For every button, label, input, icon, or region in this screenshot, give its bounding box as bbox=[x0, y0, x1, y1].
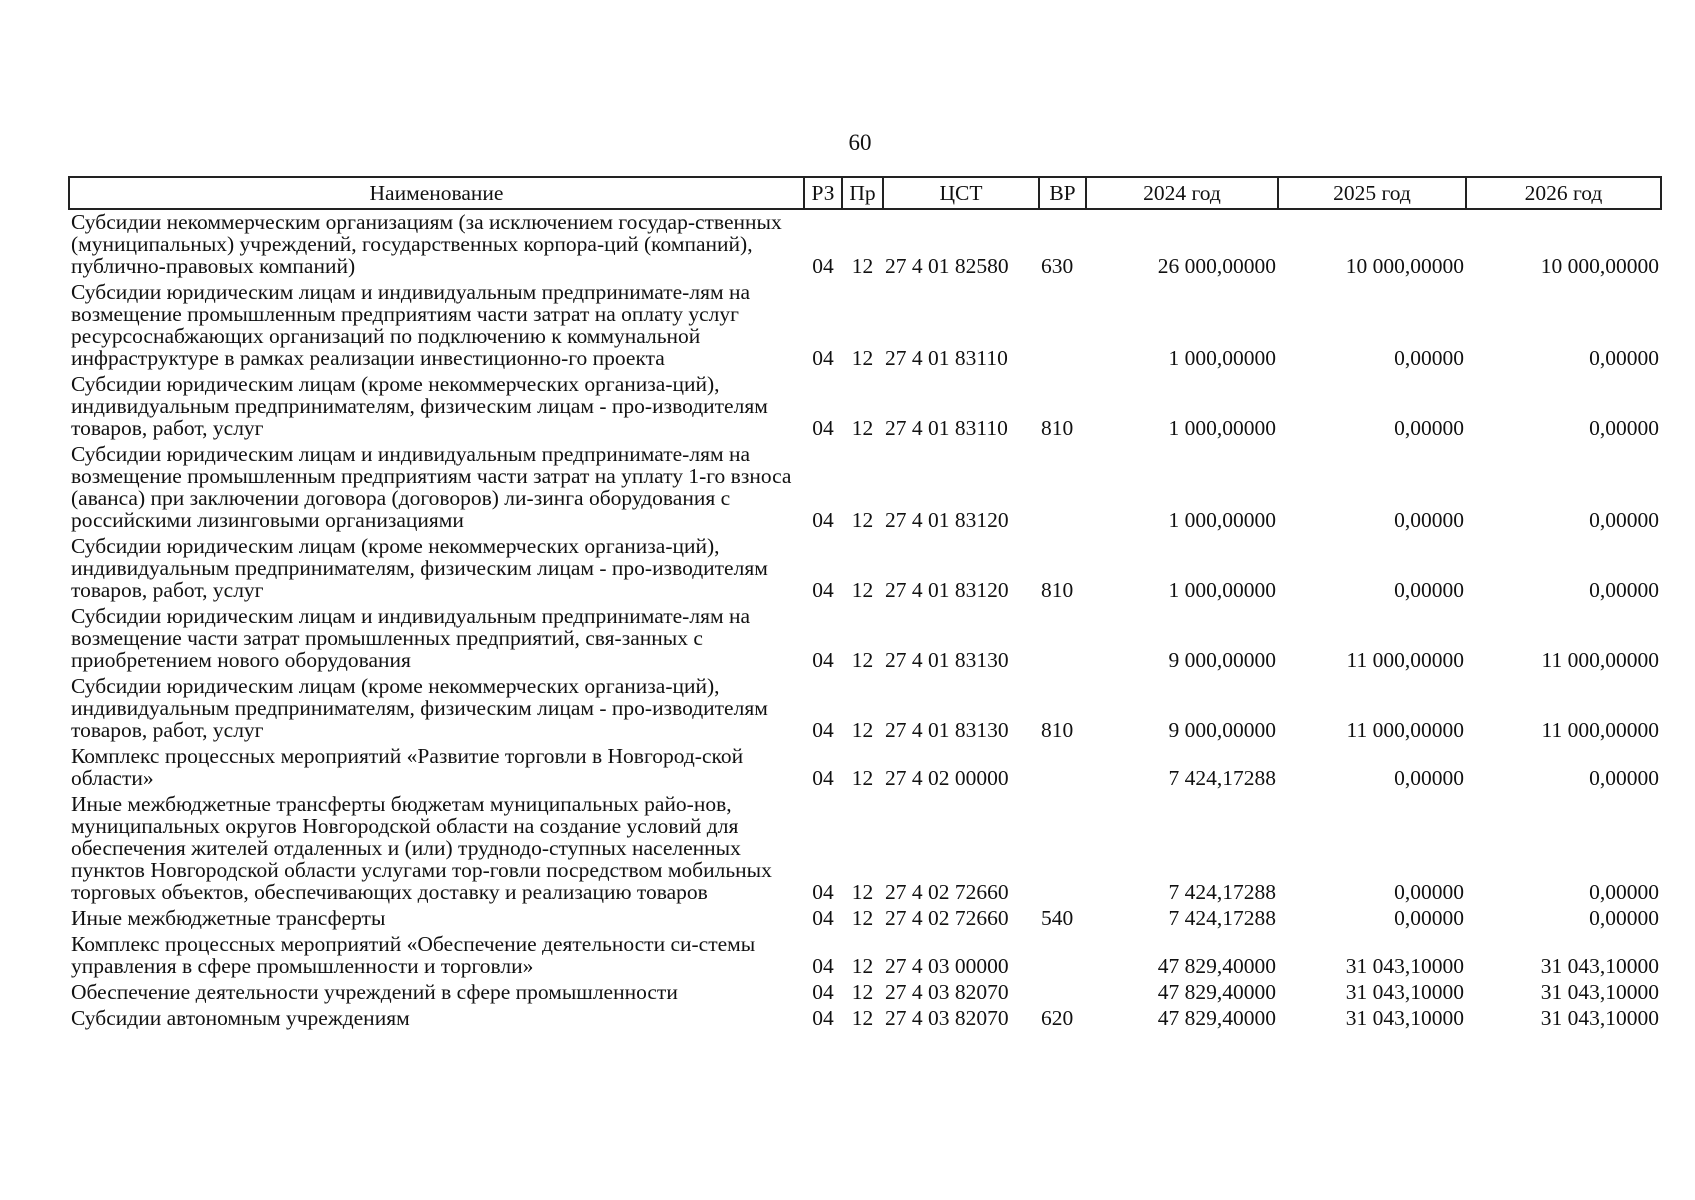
row-2024: 9 000,00000 bbox=[1168, 648, 1276, 672]
row-pr: 12 bbox=[851, 648, 874, 672]
row-pr: 12 bbox=[851, 880, 874, 904]
row-cst: 27 4 03 82070 bbox=[885, 980, 1009, 1004]
row-name: Субсидии юридическим лицам (кроме некоммерческих организа-ций), индивидуальным предпринимателям, физическим лицам - про-изводителям товаров, работ, услуг bbox=[71, 674, 768, 742]
row-name: Комплекс процессных мероприятий «Обеспечение деятельности си-стемы управления в сфере промышленности и торговли» bbox=[71, 932, 756, 978]
row-name: Иные межбюджетные трансферты bbox=[71, 906, 386, 930]
row-cst: 27 4 02 72660 bbox=[885, 906, 1009, 930]
row-2024: 9 000,00000 bbox=[1168, 718, 1276, 742]
row-rz: 04 bbox=[812, 880, 834, 904]
row-2026: 31 043,10000 bbox=[1540, 1006, 1659, 1030]
header-name: Наименование bbox=[69, 177, 804, 209]
row-cst: 27 4 01 83110 bbox=[885, 346, 1008, 370]
budget-table bbox=[68, 176, 1662, 1032]
row-name: Комплекс процессных мероприятий «Развитие торговли в Новгород-ской области» bbox=[71, 744, 744, 790]
row-2026: 0,00000 bbox=[1589, 880, 1659, 904]
row-2024: 1 000,00000 bbox=[1168, 346, 1276, 370]
row-2024: 1 000,00000 bbox=[1168, 416, 1276, 440]
row-2025: 0,00000 bbox=[1394, 906, 1464, 930]
row-vr: 630 bbox=[1041, 254, 1074, 278]
row-vr bbox=[1039, 604, 1086, 674]
row-name: Субсидии юридическим лицам и индивидуальным предпринимате-лям на возмещение части затрат промышленных предприятий, свя-занных с приобретением нового оборудования bbox=[71, 604, 750, 672]
row-rz: 04 bbox=[812, 508, 834, 532]
row-2025: 0,00000 bbox=[1394, 880, 1464, 904]
row-cst: 27 4 02 72660 bbox=[885, 880, 1009, 904]
row-pr: 12 bbox=[851, 954, 874, 978]
row-cst: 27 4 03 82070 bbox=[885, 1006, 1009, 1030]
row-vr bbox=[1039, 442, 1086, 534]
row-rz: 04 bbox=[812, 906, 834, 930]
row-2026: 0,00000 bbox=[1589, 578, 1659, 602]
row-rz: 04 bbox=[812, 416, 834, 440]
table-row bbox=[69, 1006, 1661, 1032]
row-2025: 31 043,10000 bbox=[1345, 954, 1464, 978]
row-2026: 11 000,00000 bbox=[1541, 648, 1659, 672]
row-cst: 27 4 01 83130 bbox=[885, 718, 1009, 742]
table-row bbox=[69, 534, 1661, 604]
row-name: Субсидии юридическим лицам (кроме некоммерческих организа-ций), индивидуальным предпринимателям, физическим лицам - про-изводителям товаров, работ, услуг bbox=[71, 372, 768, 440]
row-pr: 12 bbox=[851, 508, 874, 532]
row-2026: 10 000,00000 bbox=[1540, 254, 1659, 278]
row-name: Субсидии юридическим лицам и индивидуальным предпринимате-лям на возмещение промышленным предприятиям части затрат на уплату 1-го взноса (аванса) при заключении договора (договоров) ли-зинга оборудования с российскими лизинговыми организациями bbox=[71, 442, 792, 532]
row-2024: 26 000,00000 bbox=[1157, 254, 1276, 278]
row-pr: 12 bbox=[851, 346, 874, 370]
row-rz: 04 bbox=[812, 718, 834, 742]
row-rz: 04 bbox=[812, 766, 834, 790]
row-vr: 540 bbox=[1041, 906, 1074, 930]
table-row bbox=[69, 932, 1661, 980]
row-vr: 810 bbox=[1041, 416, 1074, 440]
row-2024: 1 000,00000 bbox=[1168, 508, 1276, 532]
row-pr: 12 bbox=[851, 766, 874, 790]
row-2025: 0,00000 bbox=[1394, 346, 1464, 370]
row-vr bbox=[1039, 280, 1086, 372]
row-vr bbox=[1039, 792, 1086, 906]
row-2024: 1 000,00000 bbox=[1168, 578, 1276, 602]
row-pr: 12 bbox=[851, 578, 874, 602]
row-2026: 31 043,10000 bbox=[1540, 954, 1659, 978]
row-2025: 0,00000 bbox=[1394, 766, 1464, 790]
table-row bbox=[69, 372, 1661, 442]
table-body bbox=[69, 209, 1661, 1032]
row-cst: 27 4 02 00000 bbox=[885, 766, 1009, 790]
row-2026: 0,00000 bbox=[1589, 906, 1659, 930]
row-vr bbox=[1039, 980, 1086, 1006]
row-rz: 04 bbox=[812, 254, 834, 278]
table-row bbox=[69, 209, 1661, 280]
row-2024: 47 829,40000 bbox=[1157, 980, 1276, 1004]
row-2026: 11 000,00000 bbox=[1541, 718, 1659, 742]
row-pr: 12 bbox=[851, 254, 874, 278]
row-2025: 31 043,10000 bbox=[1345, 1006, 1464, 1030]
header-vr: ВР bbox=[1039, 177, 1086, 209]
row-2025: 11 000,00000 bbox=[1346, 648, 1464, 672]
table-row bbox=[69, 280, 1661, 372]
row-2025: 0,00000 bbox=[1394, 508, 1464, 532]
row-name: Иные межбюджетные трансферты бюджетам муниципальных райо-нов, муниципальных округов Новгородской области на создание условий для обеспечения жителей отдаленных и (или) труднодо-ступных населенных пунктов Новгородской области услугами тор-говли посредством мобильных торговых объектов, обеспечивающих доставку и реализацию товаров bbox=[71, 792, 772, 904]
row-rz: 04 bbox=[812, 346, 834, 370]
row-2026: 0,00000 bbox=[1589, 416, 1659, 440]
table-row bbox=[69, 980, 1661, 1006]
table-header-row bbox=[69, 177, 1661, 209]
row-2025: 10 000,00000 bbox=[1345, 254, 1464, 278]
header-cst: ЦСТ bbox=[883, 177, 1039, 209]
row-2025: 11 000,00000 bbox=[1346, 718, 1464, 742]
row-2026: 0,00000 bbox=[1589, 346, 1659, 370]
row-cst: 27 4 01 83120 bbox=[885, 508, 1009, 532]
row-pr: 12 bbox=[851, 980, 874, 1004]
row-2026: 31 043,10000 bbox=[1540, 980, 1659, 1004]
row-vr bbox=[1039, 932, 1086, 980]
row-rz: 04 bbox=[812, 648, 834, 672]
row-vr bbox=[1039, 744, 1086, 792]
row-name: Субсидии юридическим лицам и индивидуальным предпринимате-лям на возмещение промышленным предприятиям части затрат на оплату услуг ресурсоснабжающих организаций по подключению к коммунальной инфраструктуре в рамках реализации инвестиционно-го проекта bbox=[71, 280, 750, 370]
row-rz: 04 bbox=[812, 980, 834, 1004]
row-2024: 7 424,17288 bbox=[1168, 766, 1276, 790]
row-pr: 12 bbox=[851, 416, 874, 440]
row-name: Субсидии некоммерческим организациям (за исключением государ-ственных (муниципальных) учреждений, государственных корпора-ций (компаний), публично-правовых компаний) bbox=[71, 210, 782, 278]
row-pr: 12 bbox=[851, 1006, 874, 1030]
table-row bbox=[69, 604, 1661, 674]
table-row bbox=[69, 906, 1661, 932]
table-row bbox=[69, 744, 1661, 792]
page-number: 60 bbox=[848, 130, 872, 155]
row-rz: 04 bbox=[812, 954, 834, 978]
row-cst: 27 4 01 82580 bbox=[885, 254, 1009, 278]
row-cst: 27 4 01 83110 bbox=[885, 416, 1008, 440]
table-row bbox=[69, 442, 1661, 534]
row-cst: 27 4 01 83130 bbox=[885, 648, 1009, 672]
row-2025: 0,00000 bbox=[1394, 578, 1464, 602]
row-2026: 0,00000 bbox=[1589, 508, 1659, 532]
header-pr: Пр bbox=[842, 177, 883, 209]
row-2024: 7 424,17288 bbox=[1168, 906, 1276, 930]
row-cst: 27 4 03 00000 bbox=[885, 954, 1009, 978]
row-pr: 12 bbox=[851, 718, 874, 742]
header-2025: 2025 год bbox=[1278, 177, 1466, 209]
row-rz: 04 bbox=[812, 1006, 834, 1030]
row-pr: 12 bbox=[851, 906, 874, 930]
row-rz: 04 bbox=[812, 578, 834, 602]
row-2024: 7 424,17288 bbox=[1168, 880, 1276, 904]
row-cst: 27 4 01 83120 bbox=[885, 578, 1009, 602]
table-row bbox=[69, 792, 1661, 906]
row-vr: 620 bbox=[1041, 1006, 1074, 1030]
row-vr: 810 bbox=[1041, 578, 1074, 602]
row-name: Субсидии юридическим лицам (кроме некоммерческих организа-ций), индивидуальным предпринимателям, физическим лицам - про-изводителям товаров, работ, услуг bbox=[71, 534, 768, 602]
row-name: Обеспечение деятельности учреждений в сфере промышленности bbox=[71, 980, 678, 1004]
row-2026: 0,00000 bbox=[1589, 766, 1659, 790]
header-2026: 2026 год bbox=[1466, 177, 1661, 209]
header-2024: 2024 год bbox=[1086, 177, 1278, 209]
row-2024: 47 829,40000 bbox=[1157, 1006, 1276, 1030]
table-row bbox=[69, 674, 1661, 744]
header-rz: РЗ bbox=[804, 177, 842, 209]
row-2024: 47 829,40000 bbox=[1157, 954, 1276, 978]
row-2025: 0,00000 bbox=[1394, 416, 1464, 440]
row-name: Субсидии автономным учреждениям bbox=[71, 1006, 410, 1030]
row-vr: 810 bbox=[1041, 718, 1074, 742]
row-2025: 31 043,10000 bbox=[1345, 980, 1464, 1004]
